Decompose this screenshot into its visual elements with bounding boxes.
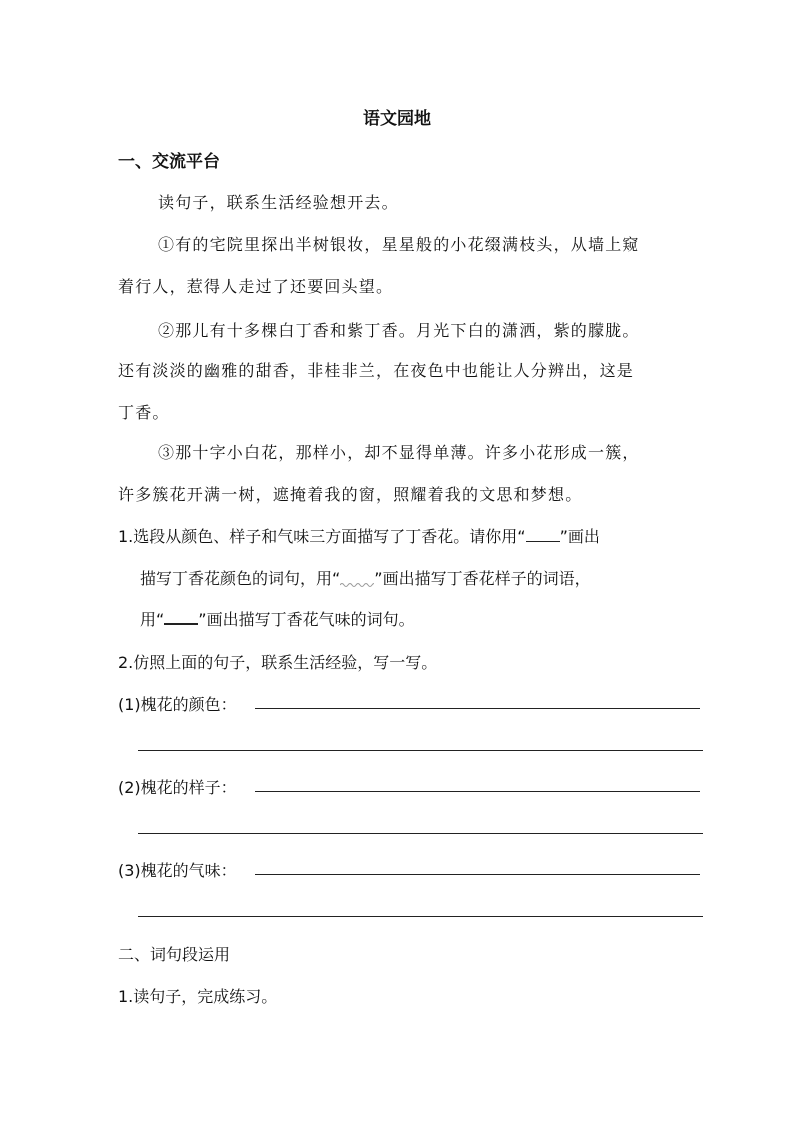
answer-label-color: (1)槐花的颜色： [118, 695, 237, 714]
straight-underline-sample [526, 529, 560, 542]
question1-text-e: 用“ [140, 610, 165, 629]
section2-question1: 1.读句子，完成练习。 [118, 987, 278, 1006]
answer-line-smell-1[interactable] [255, 874, 700, 875]
question1-text-c: 描写丁香花颜色的词句，用“ [140, 569, 341, 588]
answer-line-color-2[interactable] [138, 750, 703, 751]
question1-text-d: ”画出描写丁香花样子的词语， [374, 569, 591, 588]
answer-line-shape-2[interactable] [138, 833, 703, 834]
answer-line-color-1[interactable] [255, 708, 700, 709]
question1-text-b: ”画出 [559, 527, 600, 546]
answer-label-smell: (3)槐花的气味： [118, 861, 237, 880]
passage2-line1: ②那儿有十多棵白丁香和紫丁香。月光下白的潇洒，紫的朦胧。 [158, 321, 640, 340]
question1-line3 [140, 607, 415, 630]
passage3-line1: ③那十字小白花，那样小，却不显得单薄。许多小花形成一簇， [158, 443, 640, 462]
question1-text-f: ”画出描写丁香花气味的词句。 [198, 610, 415, 629]
page-title: 语文园地 [363, 109, 431, 129]
answer-line-smell-2[interactable] [138, 916, 703, 917]
question2-prompt: 2.仿照上面的句子，联系生活经验，写一写。 [118, 653, 438, 672]
section-heading-usage: 二、词句段运用 [118, 945, 231, 964]
answer-label-shape: (2)槐花的样子： [118, 778, 237, 797]
passage3-line2: 许多簇花开满一树，遮掩着我的窗，照耀着我的文思和梦想。 [118, 485, 583, 504]
thick-underline-sample [164, 611, 198, 625]
section-heading-exchange: 一、交流平台 [118, 152, 220, 172]
question1-line2 [140, 566, 591, 589]
intro-text: 读句子，联系生活经验想开去。 [158, 193, 399, 212]
passage2-line3: 丁香。 [118, 403, 170, 422]
question1-text-a: 1.选段从颜色、样子和气味三方面描写了丁香花。请你用“ [118, 527, 526, 546]
answer-line-shape-1[interactable] [255, 791, 700, 792]
question1-line1 [118, 524, 600, 547]
passage1-line1: ①有的宅院里探出半树银妆，星星般的小花缀满枝头，从墙上窥 [158, 235, 640, 254]
passage2-line2: 还有淡淡的幽雅的甜香，非桂非兰，在夜色中也能让人分辨出，这是 [118, 361, 635, 380]
passage1-line2: 着行人，惹得人走过了还要回头望。 [118, 277, 394, 296]
wavy-underline-sample [340, 572, 374, 584]
